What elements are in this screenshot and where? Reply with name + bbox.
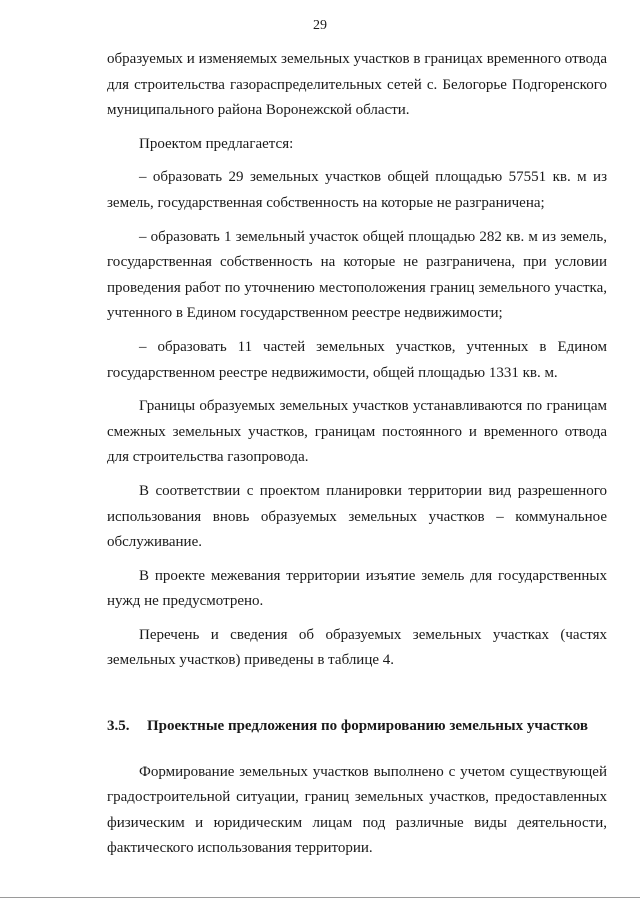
- page-edge-divider: [0, 897, 640, 898]
- paragraph: Проектом предлагается:: [139, 135, 294, 152]
- list-item: – образовать 29 земельных участков общей площадью 57551 кв. м из земель, государственная собственность на которые не разграничена;: [107, 169, 607, 211]
- list-item: – образовать 1 земельный участок общей площадью 282 кв. м из земель, государственная собственность на которые не разграничена, при условии проведения работ по уточнению местоположения границ земельного участка, учтенного в Едином государственном реестре недвижимости;: [107, 228, 607, 322]
- paragraph: В соответствии с проектом планировки территории вид разрешенного использования вновь образуемых земельных участков – коммунальное обслуживание.: [107, 482, 607, 551]
- section-number: 3.5.: [107, 718, 130, 735]
- paragraph: В проекте межевания территории изъятие земель для государственных нужд не предусмотрено.: [107, 567, 607, 610]
- section-heading: [107, 714, 607, 740]
- paragraph: Перечень и сведения об образуемых земельных участках (частях земельных участков) приведены в таблице 4.: [107, 626, 607, 669]
- page-number: 29: [313, 18, 327, 33]
- paragraph: Формирование земельных участков выполнено с учетом существующей градостроительной ситуации, границ земельных участков, предоставленных физическим и юридическим лицам под различные виды деятельности, фактического использования территории.: [107, 763, 607, 857]
- paragraph: Границы образуемых земельных участков устанавливаются по границам смежных земельных участков, границам постоянного и временного отвода для строительства газопровода.: [107, 398, 607, 466]
- section-title: Проектные предложения по формированию земельных участков: [147, 718, 588, 735]
- document-body: [107, 47, 607, 862]
- paragraph: образуемых и изменяемых земельных участков в границах временного отвода для строительства газораспределительных сетей с. Белогорье Подгоренского муниципального района Воронежской области.: [107, 51, 607, 119]
- list-item: – образовать 11 частей земельных участков, учтенных в Едином государственном реестре недвижимости, общей площадью 1331 кв. м.: [107, 338, 607, 381]
